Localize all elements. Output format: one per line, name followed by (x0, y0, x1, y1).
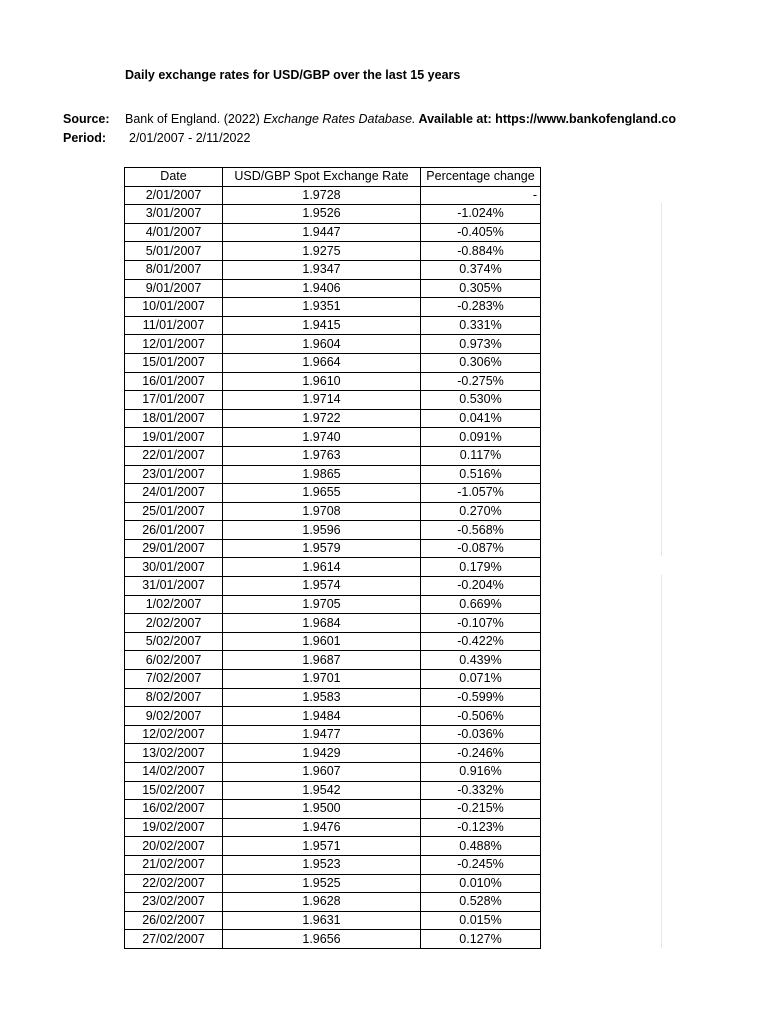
table-body (125, 186, 541, 948)
cell-date: 9/01/2007 (125, 279, 223, 298)
cell-rate: 1.9701 (223, 670, 421, 689)
cell-rate: 1.9525 (223, 874, 421, 893)
cell-rate: 1.9542 (223, 781, 421, 800)
cell-percentage-change: -0.275% (421, 372, 541, 391)
cell-percentage-change: 0.179% (421, 558, 541, 577)
cell-date: 12/01/2007 (125, 335, 223, 354)
cell-percentage-change: 0.528% (421, 893, 541, 912)
cell-percentage-change: -0.332% (421, 781, 541, 800)
cell-date: 16/02/2007 (125, 800, 223, 819)
cell-date: 29/01/2007 (125, 539, 223, 558)
cell-date: 5/02/2007 (125, 632, 223, 651)
table-row (125, 763, 541, 782)
cell-date: 8/01/2007 (125, 260, 223, 279)
table-row (125, 223, 541, 242)
cell-date: 5/01/2007 (125, 242, 223, 261)
table-row (125, 372, 541, 391)
cell-percentage-change: -0.506% (421, 707, 541, 726)
source-author: Bank of England. (125, 112, 221, 126)
cell-date: 6/02/2007 (125, 651, 223, 670)
source-value (125, 112, 676, 126)
exchange-rate-table (124, 167, 541, 949)
table-row (125, 484, 541, 503)
cell-date: 19/02/2007 (125, 818, 223, 837)
header-rate: USD/GBP Spot Exchange Rate (223, 168, 421, 187)
cell-rate: 1.9614 (223, 558, 421, 577)
table-row (125, 242, 541, 261)
cell-percentage-change: 0.015% (421, 911, 541, 930)
cell-date: 19/01/2007 (125, 428, 223, 447)
cell-date: 12/02/2007 (125, 725, 223, 744)
cell-rate: 1.9351 (223, 298, 421, 317)
cell-date: 4/01/2007 (125, 223, 223, 242)
table-row (125, 800, 541, 819)
cell-percentage-change: 0.306% (421, 353, 541, 372)
cell-rate: 1.9447 (223, 223, 421, 242)
table-row (125, 186, 541, 205)
cell-date: 22/01/2007 (125, 446, 223, 465)
cell-rate: 1.9722 (223, 409, 421, 428)
cell-date: 27/02/2007 (125, 930, 223, 949)
cell-rate: 1.9596 (223, 521, 421, 540)
cell-date: 15/01/2007 (125, 353, 223, 372)
source-year: (2022) (223, 112, 260, 126)
cell-percentage-change: -0.087% (421, 539, 541, 558)
table-row (125, 205, 541, 224)
cell-percentage-change: 0.669% (421, 595, 541, 614)
table-row (125, 781, 541, 800)
cell-date: 15/02/2007 (125, 781, 223, 800)
cell-date: 23/02/2007 (125, 893, 223, 912)
cell-percentage-change: -0.245% (421, 855, 541, 874)
table-row (125, 316, 541, 335)
cell-rate: 1.9574 (223, 577, 421, 596)
table-row (125, 837, 541, 856)
table-row (125, 744, 541, 763)
cell-date: 7/02/2007 (125, 670, 223, 689)
cell-percentage-change: -0.215% (421, 800, 541, 819)
cell-date: 3/01/2007 (125, 205, 223, 224)
cell-rate: 1.9631 (223, 911, 421, 930)
cell-rate: 1.9705 (223, 595, 421, 614)
table-row (125, 353, 541, 372)
cell-rate: 1.9526 (223, 205, 421, 224)
cell-date: 23/01/2007 (125, 465, 223, 484)
cell-date: 1/02/2007 (125, 595, 223, 614)
cell-rate: 1.9500 (223, 800, 421, 819)
cell-rate: 1.9476 (223, 818, 421, 837)
faint-divider (661, 575, 662, 948)
cell-percentage-change: 0.439% (421, 651, 541, 670)
header-percentage-change: Percentage change (421, 168, 541, 187)
cell-date: 2/02/2007 (125, 614, 223, 633)
cell-rate: 1.9655 (223, 484, 421, 503)
cell-date: 17/01/2007 (125, 391, 223, 410)
cell-percentage-change: -0.568% (421, 521, 541, 540)
cell-rate: 1.9607 (223, 763, 421, 782)
table-row (125, 614, 541, 633)
table-row (125, 539, 541, 558)
table-row (125, 279, 541, 298)
cell-rate: 1.9628 (223, 893, 421, 912)
cell-percentage-change: 0.117% (421, 446, 541, 465)
cell-percentage-change: 0.973% (421, 335, 541, 354)
table-row (125, 725, 541, 744)
table-row (125, 632, 541, 651)
cell-rate: 1.9714 (223, 391, 421, 410)
table-row (125, 930, 541, 949)
table-row (125, 707, 541, 726)
cell-percentage-change: -0.204% (421, 577, 541, 596)
cell-percentage-change: -0.405% (421, 223, 541, 242)
cell-rate: 1.9610 (223, 372, 421, 391)
cell-rate: 1.9740 (223, 428, 421, 447)
cell-percentage-change: -0.422% (421, 632, 541, 651)
table-row (125, 670, 541, 689)
cell-date: 24/01/2007 (125, 484, 223, 503)
cell-percentage-change: 0.127% (421, 930, 541, 949)
cell-percentage-change: 0.041% (421, 409, 541, 428)
cell-date: 14/02/2007 (125, 763, 223, 782)
cell-percentage-change: -0.283% (421, 298, 541, 317)
cell-date: 26/01/2007 (125, 521, 223, 540)
table-row (125, 521, 541, 540)
cell-date: 30/01/2007 (125, 558, 223, 577)
cell-percentage-change: 0.305% (421, 279, 541, 298)
cell-rate: 1.9687 (223, 651, 421, 670)
table-row (125, 818, 541, 837)
cell-percentage-change: -1.024% (421, 205, 541, 224)
period-value: 2/01/2007 - 2/11/2022 (129, 131, 251, 145)
cell-date: 8/02/2007 (125, 688, 223, 707)
table-row (125, 558, 541, 577)
table-row (125, 595, 541, 614)
cell-rate: 1.9708 (223, 502, 421, 521)
cell-date: 16/01/2007 (125, 372, 223, 391)
cell-percentage-change: 0.530% (421, 391, 541, 410)
table-row (125, 298, 541, 317)
cell-percentage-change: 0.010% (421, 874, 541, 893)
table-row (125, 874, 541, 893)
cell-date: 11/01/2007 (125, 316, 223, 335)
cell-percentage-change: 0.091% (421, 428, 541, 447)
cell-percentage-change: 0.374% (421, 260, 541, 279)
cell-rate: 1.9865 (223, 465, 421, 484)
table-row (125, 911, 541, 930)
cell-rate: 1.9415 (223, 316, 421, 335)
table-row (125, 502, 541, 521)
cell-percentage-change: -0.107% (421, 614, 541, 633)
table-row (125, 335, 541, 354)
cell-date: 22/02/2007 (125, 874, 223, 893)
cell-rate: 1.9429 (223, 744, 421, 763)
table-row (125, 688, 541, 707)
cell-date: 18/01/2007 (125, 409, 223, 428)
cell-rate: 1.9571 (223, 837, 421, 856)
cell-percentage-change: -0.599% (421, 688, 541, 707)
cell-percentage-change: 0.331% (421, 316, 541, 335)
period-label: Period: (63, 131, 107, 145)
cell-percentage-change: -0.884% (421, 242, 541, 261)
table-row (125, 260, 541, 279)
cell-rate: 1.9477 (223, 725, 421, 744)
table-row (125, 465, 541, 484)
cell-rate: 1.9523 (223, 855, 421, 874)
table-row (125, 409, 541, 428)
cell-rate: 1.9684 (223, 614, 421, 633)
table-row (125, 391, 541, 410)
cell-date: 21/02/2007 (125, 855, 223, 874)
cell-date: 2/01/2007 (125, 186, 223, 205)
table-row (125, 446, 541, 465)
cell-date: 10/01/2007 (125, 298, 223, 317)
cell-percentage-change: -0.036% (421, 725, 541, 744)
table-row (125, 893, 541, 912)
cell-rate: 1.9604 (223, 335, 421, 354)
cell-rate: 1.9484 (223, 707, 421, 726)
source-available: Available at: https://www.bankofengland.co (418, 112, 676, 126)
table-row (125, 651, 541, 670)
cell-rate: 1.9275 (223, 242, 421, 261)
cell-rate: 1.9583 (223, 688, 421, 707)
cell-date: 9/02/2007 (125, 707, 223, 726)
cell-percentage-change: -0.123% (421, 818, 541, 837)
document-title: Daily exchange rates for USD/GBP over the last 15 years (125, 68, 461, 82)
cell-percentage-change: -0.246% (421, 744, 541, 763)
cell-rate: 1.9664 (223, 353, 421, 372)
table-row (125, 428, 541, 447)
cell-percentage-change: - (421, 186, 541, 205)
cell-rate: 1.9728 (223, 186, 421, 205)
faint-divider (661, 203, 662, 556)
cell-rate: 1.9579 (223, 539, 421, 558)
cell-date: 25/01/2007 (125, 502, 223, 521)
source-label: Source: (63, 112, 110, 126)
cell-date: 13/02/2007 (125, 744, 223, 763)
cell-percentage-change: -1.057% (421, 484, 541, 503)
cell-percentage-change: 0.488% (421, 837, 541, 856)
source-database: Exchange Rates Database. (263, 112, 416, 126)
cell-date: 31/01/2007 (125, 577, 223, 596)
cell-percentage-change: 0.270% (421, 502, 541, 521)
table-row (125, 855, 541, 874)
cell-date: 20/02/2007 (125, 837, 223, 856)
header-date: Date (125, 168, 223, 187)
cell-rate: 1.9601 (223, 632, 421, 651)
cell-rate: 1.9656 (223, 930, 421, 949)
cell-rate: 1.9406 (223, 279, 421, 298)
cell-date: 26/02/2007 (125, 911, 223, 930)
cell-percentage-change: 0.916% (421, 763, 541, 782)
table-row (125, 577, 541, 596)
cell-rate: 1.9347 (223, 260, 421, 279)
cell-percentage-change: 0.071% (421, 670, 541, 689)
table-header-row (125, 168, 541, 187)
cell-rate: 1.9763 (223, 446, 421, 465)
cell-percentage-change: 0.516% (421, 465, 541, 484)
